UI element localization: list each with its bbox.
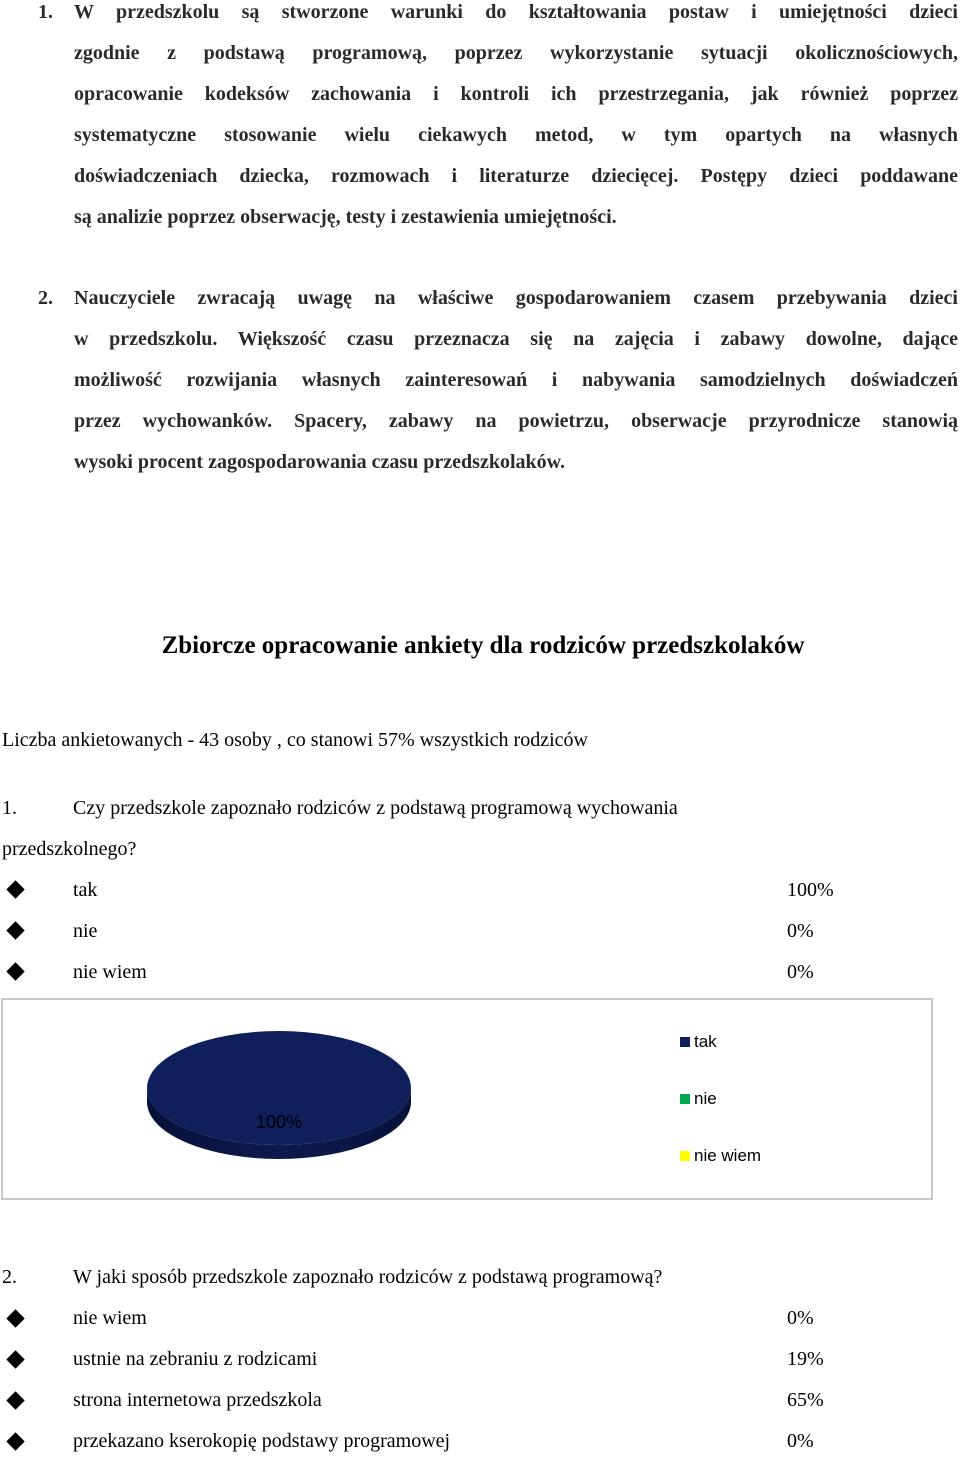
answer-value: 0% — [787, 1307, 814, 1329]
answer-label: ustnie na zebraniu z rodzicami — [73, 1348, 318, 1370]
bullet-diamond-icon — [6, 962, 24, 980]
answer-label: nie wiem — [73, 961, 147, 983]
answer-value: 100% — [787, 879, 834, 901]
text-line: systematyczne stosowanie wielu ciekawych metod, w tym opartych na własnych — [74, 124, 958, 146]
answer-label: nie — [73, 920, 98, 942]
text-line: doświadczeniach dziecka, rozmowach i literaturze dziecięcej. Postępy dzieci poddawane — [74, 165, 958, 187]
text-line: opracowanie kodeksów zachowania i kontroli ich przestrzegania, jak również poprzez — [74, 83, 958, 105]
legend-swatch — [680, 1094, 690, 1104]
text-line: są analizie poprzez obserwację, testy i zestawienia umiejętności. — [74, 206, 617, 228]
answer-value: 19% — [787, 1348, 824, 1370]
text-line: przez wychowanków. Spacery, zabawy na powietrzu, obserwacje przyrodnicze stanowią — [74, 410, 958, 432]
answer-value: 0% — [787, 920, 814, 942]
answer-label: przekazano kserokopię podstawy programowej — [73, 1430, 451, 1452]
text-line: W przedszkolu są stworzone warunki do kształtowania postaw i umiejętności dzieci — [74, 1, 958, 23]
legend-label: nie wiem — [694, 1146, 762, 1165]
question-2-text: W jaki sposób przedszkole zapoznało rodziców z podstawą programową? — [73, 1266, 663, 1288]
text-line: możliwość rozwijania własnych zainteresowań i nabywania samodzielnych doświadczeń — [74, 369, 958, 391]
paragraph-section-2 — [74, 278, 958, 483]
text-line: wysoki procent zagospodarowania czasu przedszkolaków. — [74, 451, 565, 473]
legend-swatch — [680, 1037, 690, 1047]
answer-value: 65% — [787, 1389, 824, 1411]
pie-chart — [3, 1000, 663, 1198]
paragraph-section-1 — [74, 0, 958, 238]
question-1-text: Czy przedszkole zapoznało rodziców z podstawą programową wychowania — [73, 797, 678, 819]
pie-chart-frame — [1, 998, 933, 1200]
question-2-number: 2. — [2, 1266, 17, 1288]
legend-swatch — [680, 1151, 690, 1161]
text-line: Nauczyciele zwracają uwagę na właściwe gospodarowaniem czasem przebywania dzieci — [74, 287, 958, 309]
page-title: Zbiorcze opracowanie ankiety dla rodziców przedszkolaków — [161, 632, 805, 659]
answer-value: 0% — [787, 961, 814, 983]
answer-label: nie wiem — [73, 1307, 147, 1329]
answer-value: 0% — [787, 1430, 814, 1452]
bullet-diamond-icon — [6, 1432, 24, 1450]
bullet-diamond-icon — [6, 880, 24, 898]
legend-label: nie — [694, 1089, 717, 1108]
question-1-number: 1. — [2, 797, 17, 819]
bullet-diamond-icon — [6, 1350, 24, 1368]
answer-label: strona internetowa przedszkola — [73, 1389, 322, 1411]
text-line: zgodnie z podstawą programową, poprzez wykorzystanie sytuacji okolicznościowych, — [74, 42, 958, 64]
data-label: 100% — [255, 1112, 303, 1132]
paragraph-number: 1. — [38, 1, 53, 23]
question-1-text-continued: przedszkolnego? — [2, 838, 137, 860]
paragraph-number: 2. — [38, 287, 53, 309]
survey-summary: Liczba ankietowanych - 43 osoby , co stanowi 57% wszystkich rodziców — [2, 729, 588, 751]
answer-label: tak — [73, 879, 98, 901]
legend-label: tak — [694, 1032, 717, 1051]
bullet-diamond-icon — [6, 921, 24, 939]
bullet-diamond-icon — [6, 1309, 24, 1327]
text-line: w przedszkolu. Większość czasu przeznacza się na zajęcia i zabawy dowolne, dające — [74, 328, 958, 350]
bullet-diamond-icon — [6, 1391, 24, 1409]
